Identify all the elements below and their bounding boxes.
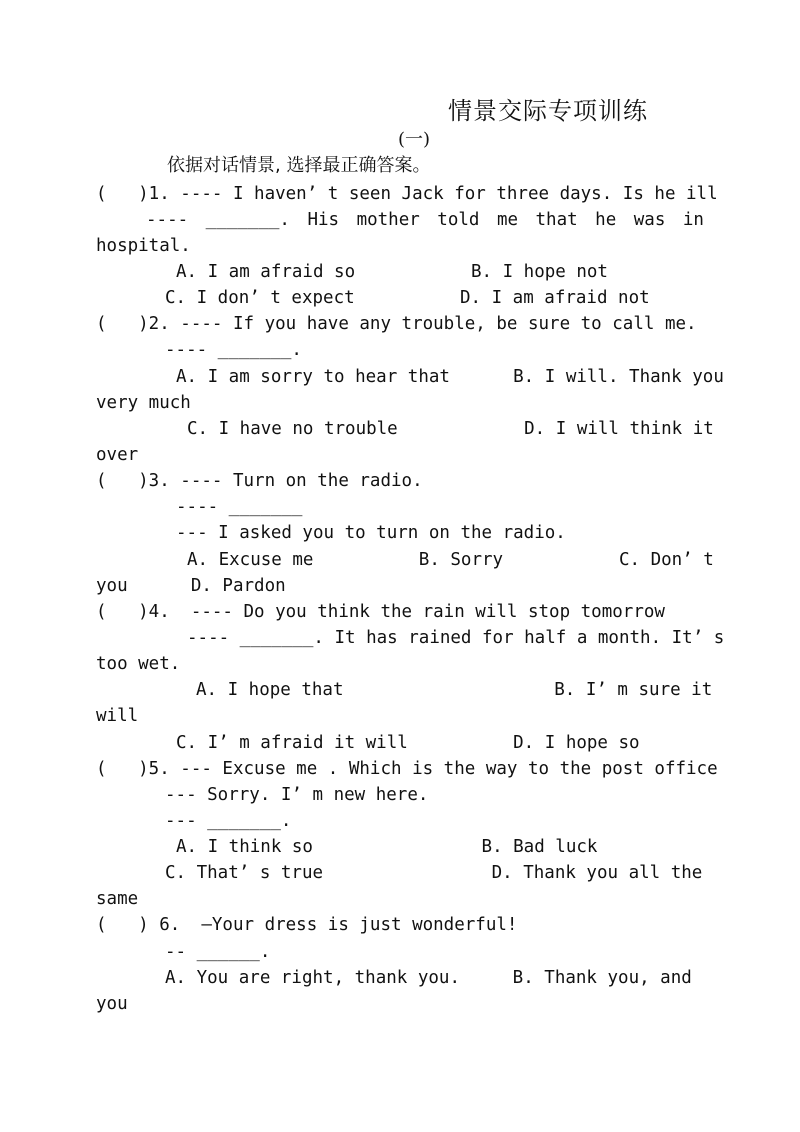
question-2-reply: ---- _______. [165, 340, 302, 360]
question-5-prompt: ( )5. --- Excuse me . Which is the way to the post office [96, 759, 718, 779]
reply-word: me [496, 210, 519, 230]
question-6-options-ab-cont: you [96, 994, 128, 1014]
reply-word: His [307, 210, 340, 230]
answer-blank: _______. [205, 210, 290, 230]
question-2-options-ab-cont: very much [96, 393, 191, 413]
question-2-prompt: ( )2. ---- If you have any trouble, be sure to call me. [96, 314, 697, 334]
question-5-reply: --- Sorry. I’ m new here. [165, 785, 429, 805]
question-5-blank: --- _______. [165, 811, 292, 831]
question-5-options-cd-cont: same [96, 889, 139, 909]
question-6-options-ab: A. You are right, thank you. B. Thank you, and [165, 968, 692, 988]
document-title: 情景交际专项训练 [448, 97, 648, 125]
section-number: (一) [398, 129, 431, 150]
question-5-options-ab: A. I think so B. Bad luck [176, 837, 598, 857]
question-3-options-cont: you D. Pardon [96, 576, 286, 596]
question-2-options-cd-cont: over [96, 445, 139, 465]
question-4-options-ab-cont: will [96, 706, 139, 726]
reply-word: was [633, 210, 666, 230]
question-6-prompt: ( ) 6. –Your dress is just wonderful! [96, 915, 518, 935]
question-1-reply-cont: hospital. [96, 236, 191, 256]
question-1-options-ab: A. I am afraid so B. I hope not [176, 262, 608, 282]
question-4-reply-cont: too wet. [96, 654, 181, 674]
instruction-text: 依据对话情景, 选择最正确答案。 [167, 155, 431, 176]
question-2-options-cd: C. I have no trouble D. I will think it [187, 419, 714, 439]
question-1-options-cd: C. I don’ t expect D. I am afraid not [165, 288, 650, 308]
reply-word: ---- [146, 210, 189, 230]
question-1-reply [146, 209, 704, 231]
question-4-prompt: ( )4. ---- Do you think the rain will stop tomorrow [96, 602, 665, 622]
question-1-prompt: ( )1. ---- I haven’ t seen Jack for three days. Is he ill [96, 184, 718, 204]
question-4-options-cd: C. I’ m afraid it will D. I hope so [176, 733, 640, 753]
reply-word: told [437, 210, 480, 230]
reply-word: he [595, 210, 617, 230]
question-4-reply: ---- _______. It has rained for half a month. It’ s [187, 628, 725, 648]
question-3-options: A. Excuse me B. Sorry C. Don’ t [187, 550, 714, 570]
question-6-reply: -- ______. [165, 942, 271, 962]
reply-word: mother [356, 210, 420, 230]
question-3-reply: ---- _______ [176, 497, 303, 517]
reply-word: that [535, 210, 578, 230]
question-3-followup: --- I asked you to turn on the radio. [176, 523, 566, 543]
question-4-options-ab: A. I hope that B. I’ m sure it [196, 680, 713, 700]
reply-word: in [682, 210, 704, 230]
question-2-options-ab: A. I am sorry to hear that B. I will. Thank you [176, 367, 724, 387]
question-3-prompt: ( )3. ---- Turn on the radio. [96, 471, 423, 491]
question-5-options-cd: C. That’ s true D. Thank you all the [165, 863, 703, 883]
